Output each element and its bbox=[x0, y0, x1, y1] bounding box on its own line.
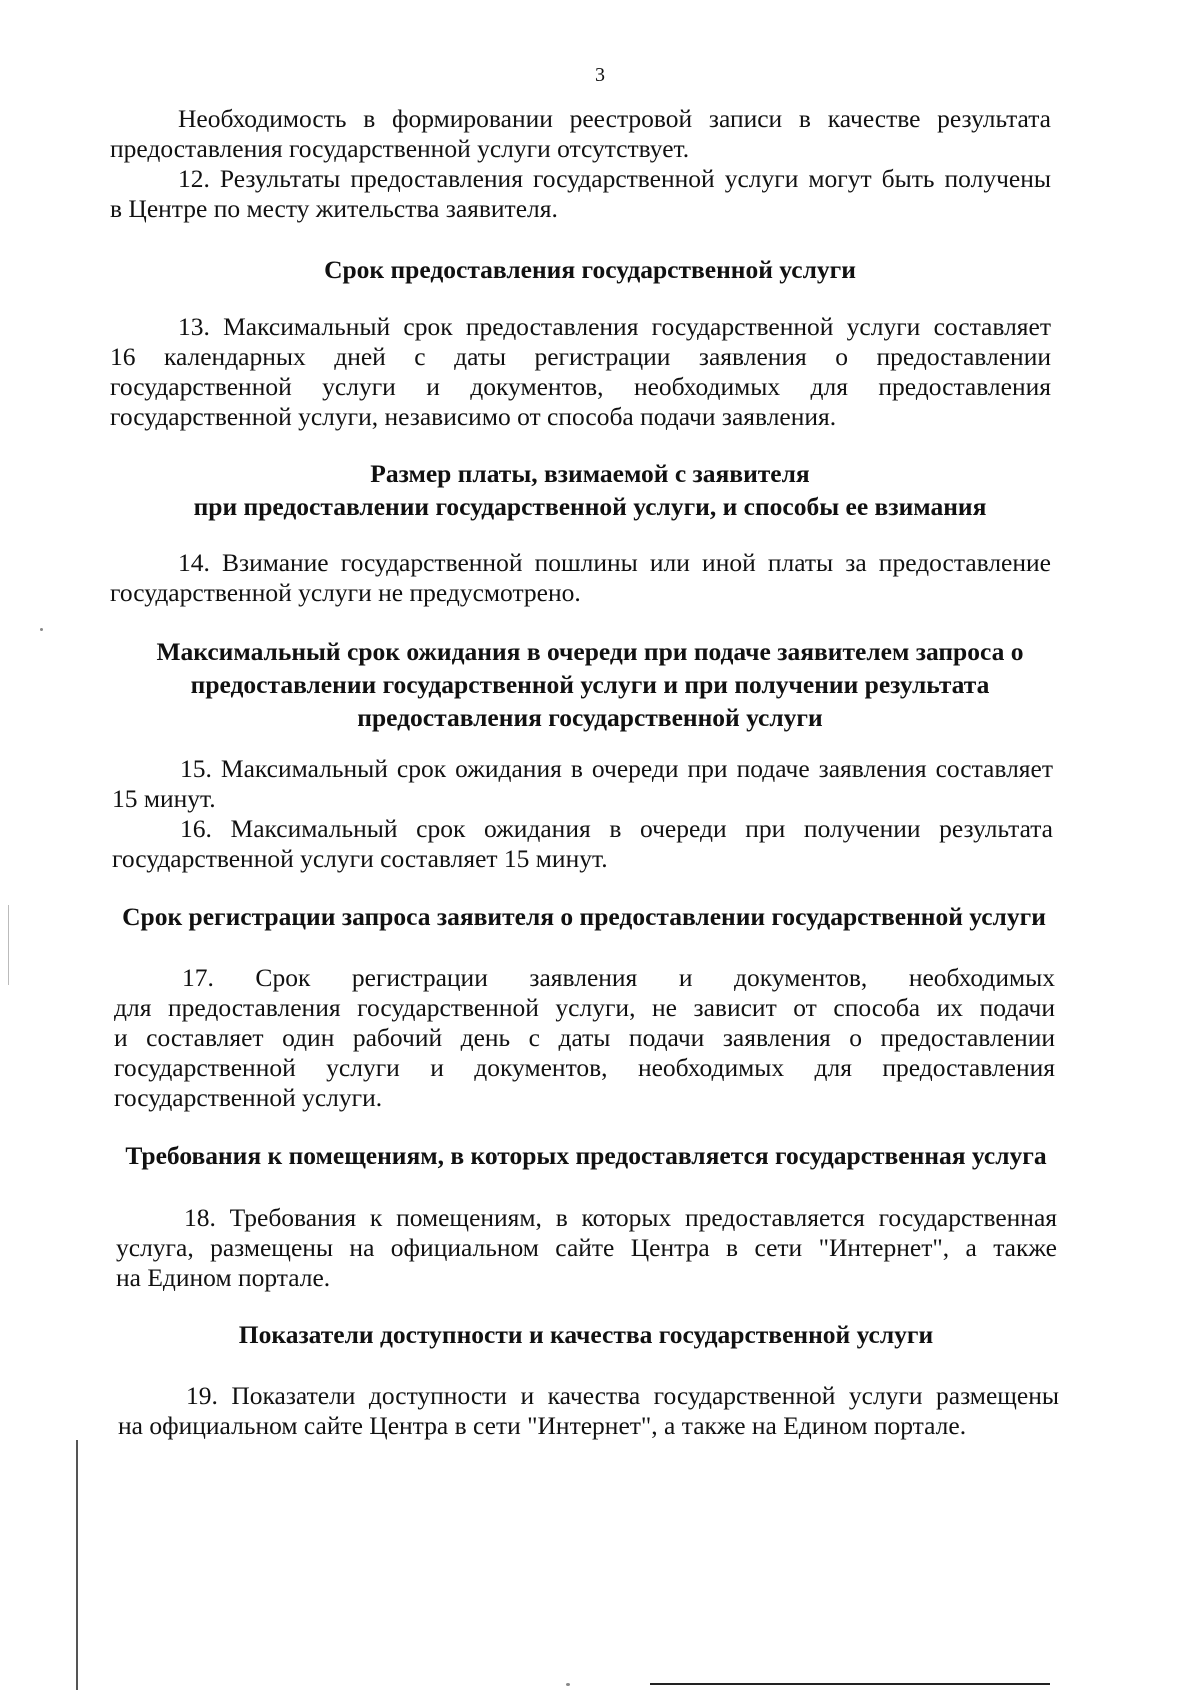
scan-speck bbox=[566, 1683, 570, 1686]
heading-fee bbox=[110, 457, 1070, 523]
text-line: на официальном сайте Центра в сети "Интернет", а также на Едином портале. bbox=[118, 1411, 967, 1440]
text-line: 15. Максимальный срок ожидания в очереди при подаче заявления составляет bbox=[180, 754, 1053, 783]
text-line: государственной услуги и документов, необходимых для предоставления bbox=[110, 372, 1051, 401]
text-line: услуга, размещены на официальном сайте Центра в сети "Интернет", а также bbox=[116, 1233, 1057, 1262]
text-line: Необходимость в формировании реестровой записи в качестве результата bbox=[178, 104, 1051, 133]
paragraph-12 bbox=[110, 164, 1051, 224]
text-line: государственной услуги не предусмотрено. bbox=[110, 578, 581, 607]
scan-speck bbox=[40, 628, 43, 631]
scan-bottom-line bbox=[650, 1683, 1050, 1685]
heading-line: предоставления государственной услуги bbox=[357, 703, 823, 732]
text-line: и составляет один рабочий день с даты подачи заявления о предоставлении bbox=[114, 1023, 1055, 1052]
text-line: 12. Результаты предоставления государственной услуги могут быть получены bbox=[178, 164, 1051, 193]
text-line: предоставления государственной услуги отсутствует. bbox=[110, 134, 690, 163]
text-line: 16 календарных дней с даты регистрации заявления о предоставлении bbox=[110, 342, 1051, 371]
text-line: государственной услуги. bbox=[114, 1083, 383, 1112]
text-line: государственной услуги, независимо от способа подачи заявления. bbox=[110, 402, 837, 431]
heading-line: Максимальный срок ожидания в очереди при подаче заявителем запроса о bbox=[156, 637, 1024, 666]
text-line: государственной услуги составляет 15 минут. bbox=[112, 844, 608, 873]
text-line: 15 минут. bbox=[112, 784, 216, 813]
paragraph-registry-record bbox=[110, 104, 1051, 164]
text-line: в Центре по месту жительства заявителя. bbox=[110, 194, 558, 223]
heading-premises bbox=[114, 1139, 1058, 1172]
heading-line: Размер платы, взимаемой с заявителя bbox=[370, 459, 810, 488]
text-line: 19. Показатели доступности и качества государственной услуги размещены bbox=[186, 1381, 1059, 1410]
scan-edge-line bbox=[76, 1440, 78, 1690]
text-line: 13. Максимальный срок предоставления государственной услуги составляет bbox=[178, 312, 1051, 341]
paragraph-19 bbox=[118, 1381, 1059, 1441]
text-line: 17. Срок регистрации заявления и документов, необходимых bbox=[182, 963, 1055, 992]
heading-queue-wait bbox=[110, 635, 1070, 734]
text-line: 16. Максимальный срок ожидания в очереди при получении результата bbox=[180, 814, 1053, 843]
heading-accessibility bbox=[116, 1318, 1056, 1351]
heading-line: Требования к помещениям, в которых предоставляется государственная услуга bbox=[125, 1141, 1047, 1170]
heading-line: при предоставлении государственной услуги, и способы ее взимания bbox=[193, 492, 987, 521]
text-line: государственной услуги и документов, необходимых для предоставления bbox=[114, 1053, 1055, 1082]
page-number: 3 bbox=[595, 64, 605, 86]
scan-edge-mark bbox=[8, 905, 9, 985]
paragraph-17 bbox=[114, 963, 1055, 1113]
heading-line: Срок предоставления государственной услуги bbox=[324, 255, 856, 284]
paragraph-18 bbox=[116, 1203, 1057, 1293]
paragraph-16 bbox=[112, 814, 1053, 874]
heading-service-term bbox=[110, 253, 1070, 286]
paragraph-14 bbox=[110, 548, 1051, 608]
heading-line: Срок регистрации запроса заявителя о предоставлении государственной услуги bbox=[122, 902, 1046, 931]
text-line: для предоставления государственной услуги, не зависит от способа их подачи bbox=[114, 993, 1055, 1022]
heading-registration-term bbox=[112, 900, 1056, 933]
text-line: на Едином портале. bbox=[116, 1263, 331, 1292]
text-line: 18. Требования к помещениям, в которых предоставляется государственная bbox=[184, 1203, 1057, 1232]
heading-line: Показатели доступности и качества государственной услуги bbox=[238, 1320, 934, 1349]
heading-line: предоставлении государственной услуги и при получении результата bbox=[190, 670, 990, 699]
paragraph-13 bbox=[110, 312, 1051, 432]
paragraph-15 bbox=[112, 754, 1053, 814]
text-line: 14. Взимание государственной пошлины или иной платы за предоставление bbox=[178, 548, 1051, 577]
